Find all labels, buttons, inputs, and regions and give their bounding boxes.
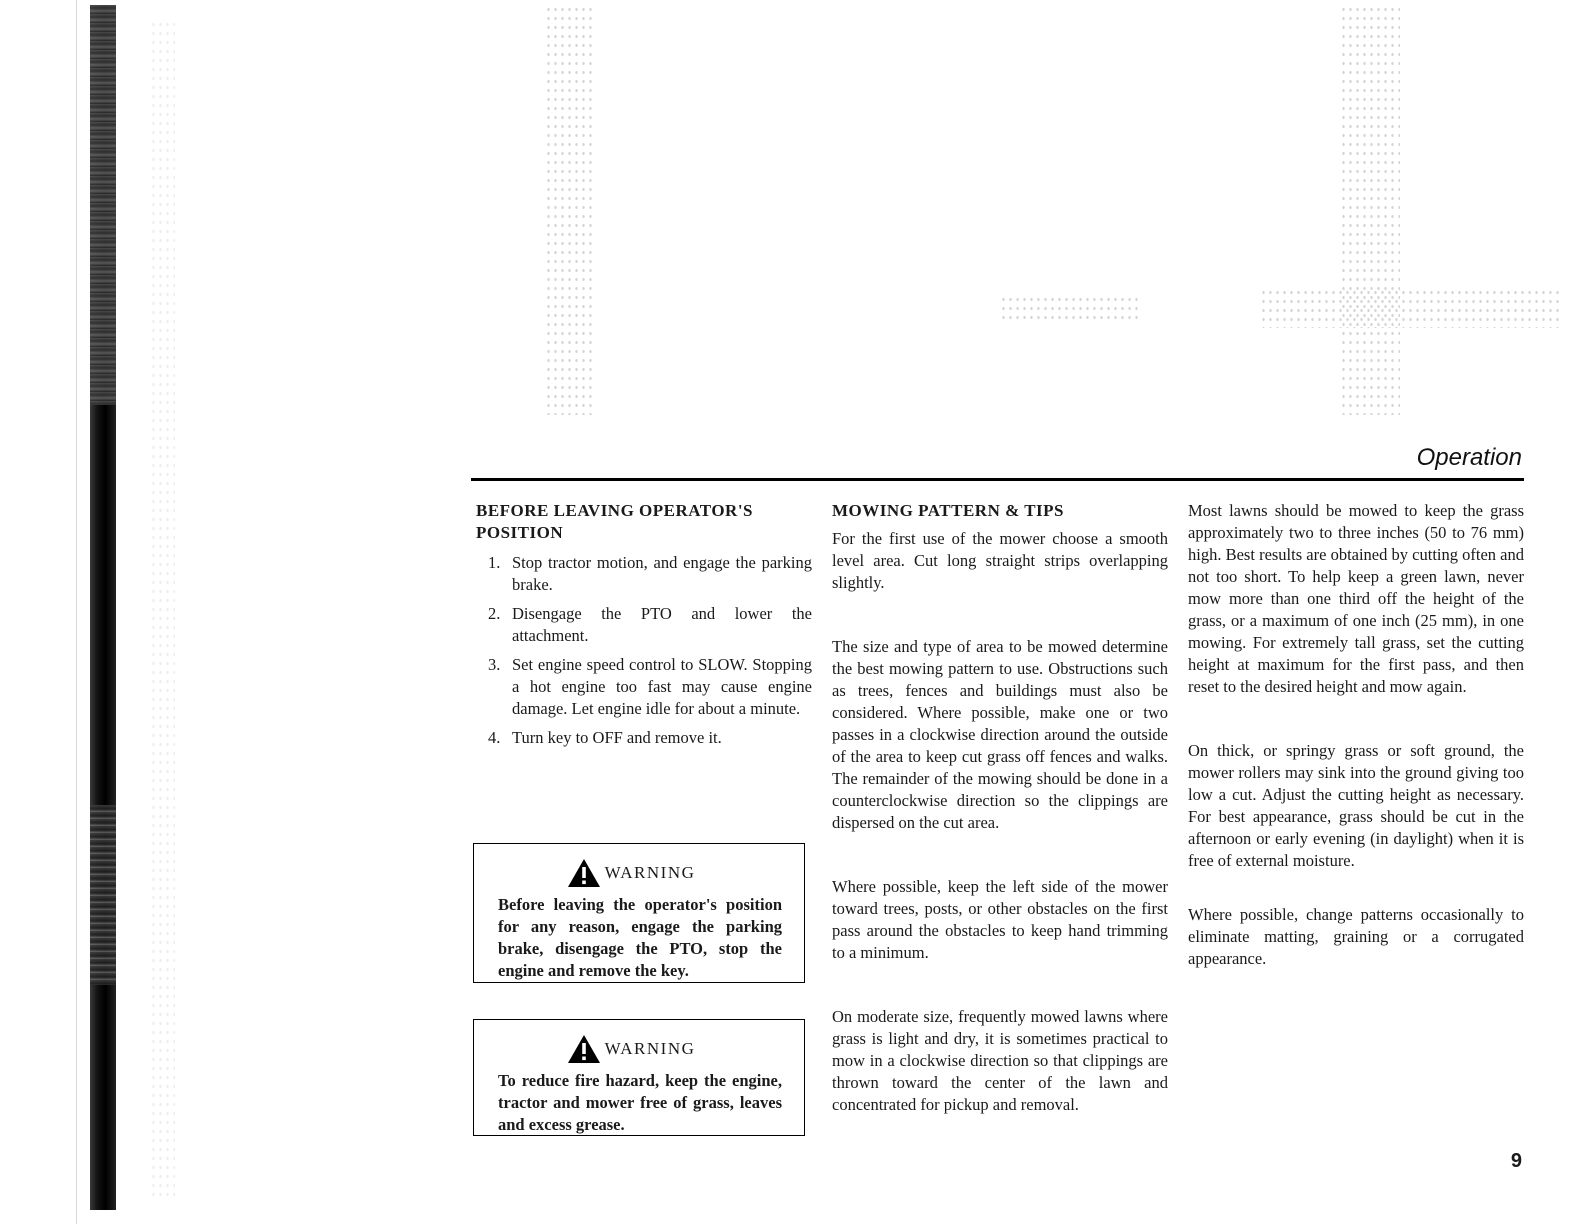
step-text: Turn key to OFF and remove it. bbox=[512, 728, 722, 747]
scan-speckle bbox=[545, 5, 595, 415]
paragraph: On thick, or springy grass or soft ground, the mower rollers may sink into the ground giving too low a cut. Adjust the cutting height as necessary. For best appearance, grass should be cut in the afternoon or early evening (in daylight) when it is free of external moisture. bbox=[1188, 741, 1524, 870]
column-mowing-pattern bbox=[832, 500, 1168, 1116]
binding-texture bbox=[90, 5, 116, 405]
paragraph: For the first use of the mower choose a smooth level area. Cut long straight strips overlapping slightly. bbox=[832, 529, 1168, 592]
paragraph: The size and type of area to be mowed determine the best mowing pattern to use. Obstructions such as trees, fences and buildings must also be considered. Where possible, make one or two passes in a clockwise direction around the outside of the area to keep cut grass off fences and walks. The remainder of the mowing should be done in a counterclockwise direction so the clippings are dispersed on the cut area. bbox=[832, 637, 1168, 832]
scan-speckle bbox=[1000, 295, 1140, 325]
binding-texture bbox=[90, 805, 116, 985]
step-number: 3. bbox=[488, 655, 501, 674]
steps-list bbox=[476, 552, 812, 749]
paragraph: Where possible, change patterns occasionally to eliminate matting, graining or a corrugated appearance. bbox=[1188, 905, 1524, 968]
step-text: Set engine speed control to SLOW. Stopping a hot engine too fast may cause engine damage. Let engine idle for about a minute. bbox=[512, 655, 812, 718]
step-number: 4. bbox=[488, 728, 501, 747]
warning-box-parking-brake bbox=[473, 843, 805, 983]
list-item bbox=[476, 552, 812, 596]
list-item bbox=[476, 727, 812, 749]
column-lawn-tips bbox=[1188, 500, 1524, 970]
warning-box-fire-hazard bbox=[473, 1019, 805, 1136]
warning-triangle-icon bbox=[567, 1034, 601, 1064]
paragraph: Most lawns should be mowed to keep the grass approximately two to three inches (50 to 76 mm) high. Best results are obtained by cutting often and not too short. To help keep a green lawn, never mow more than one third off the height of the grass, or a maximum of one inch (25 mm), in one mowing. For extremely tall grass, set the cutting height at maximum for the first pass, and then reset to the desired height and mow again. bbox=[1188, 501, 1524, 696]
warning-label: WARNING bbox=[604, 863, 696, 882]
warning-text: Before leaving the operator's position for any reason, engage the parking brake, disengage the PTO, stop the engine and remove the key. bbox=[498, 895, 782, 980]
heading-before-leaving: BEFORE LEAVING OPERATOR'S POSITION bbox=[476, 501, 754, 542]
warning-header bbox=[498, 858, 782, 888]
warning-label: WARNING bbox=[604, 1039, 696, 1058]
scan-speckle bbox=[1340, 5, 1400, 415]
binding-strip bbox=[90, 5, 116, 1210]
step-number: 2. bbox=[488, 604, 501, 623]
step-number: 1. bbox=[488, 553, 501, 572]
heading-mowing-pattern: MOWING PATTERN & TIPS bbox=[832, 501, 1064, 520]
list-item bbox=[476, 603, 812, 647]
paragraph: On moderate size, frequently mowed lawns where grass is light and dry, it is sometimes practical to mow in a clockwise direction so that clippings are thrown toward the center of the lawn and concentrated for pickup and removal. bbox=[832, 1007, 1168, 1114]
step-text: Disengage the PTO and lower the attachment. bbox=[512, 604, 812, 645]
list-item bbox=[476, 654, 812, 720]
column-before-leaving bbox=[476, 500, 812, 756]
header-rule bbox=[471, 478, 1524, 481]
warning-header bbox=[498, 1034, 782, 1064]
scan-speckle bbox=[1260, 288, 1560, 328]
page-number: 9 bbox=[1510, 1150, 1522, 1172]
paragraph: Where possible, keep the left side of the mower toward trees, posts, or other obstacles on the first pass around the obstacles to keep hand trimming to a minimum. bbox=[832, 877, 1168, 962]
scan-speckle bbox=[150, 20, 175, 1200]
warning-triangle-icon bbox=[567, 858, 601, 888]
section-title: Operation bbox=[1416, 444, 1522, 471]
binding-edge bbox=[76, 0, 77, 1224]
step-text: Stop tractor motion, and engage the parking brake. bbox=[512, 553, 812, 594]
warning-text: To reduce fire hazard, keep the engine, tractor and mower free of grass, leaves and excess grease. bbox=[498, 1071, 782, 1134]
